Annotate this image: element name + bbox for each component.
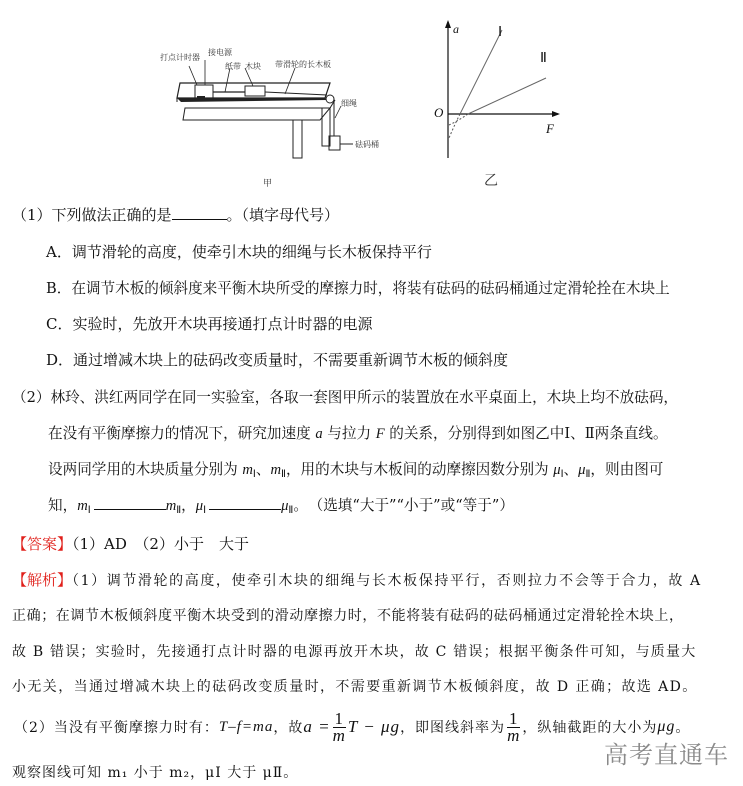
denominator: m <box>332 725 346 745</box>
equation-mug: μg <box>657 718 676 735</box>
option-letter: B． <box>46 280 72 297</box>
equation-newton: T–f=ma <box>218 718 274 735</box>
option-letter: D． <box>46 351 74 369</box>
analysis-line-3: 故 B 错误；实验时，先接通打点计时器的电源再放开木块，故 C 错误；根据平衡条件可知，与质量大 <box>12 644 697 660</box>
analysis-tag: 【解析】 <box>12 571 73 589</box>
analysis-text: ，纵轴截距的大小为 <box>522 720 658 736</box>
analysis-line-4: 小无关，当通过增减木块上的砝码改变质量时，不需要重新调节木板倾斜度，故 D 正确；故选 AD。 <box>12 679 698 695</box>
option-letter: A． <box>46 243 72 261</box>
analysis-text: （1）调节滑轮的高度，使牵引木块的细绳与长木板保持平行，否则拉力不会等于合力，故 A <box>72 573 702 589</box>
sub: Ⅰ <box>203 505 207 516</box>
sub: Ⅱ <box>585 469 591 480</box>
sub: Ⅰ <box>87 505 91 516</box>
figure-yi-caption: 乙 <box>484 173 498 189</box>
label-power: 接电源 <box>208 48 232 57</box>
origin-label: O <box>434 105 444 120</box>
analysis-line-5 <box>14 704 690 750</box>
x-axis-label: F <box>546 121 554 136</box>
line-II-label: Ⅱ <box>540 51 547 66</box>
answer-tag: 【答案】 <box>12 535 73 553</box>
q1-stem-text: （1）下列做法正确的是 <box>12 206 172 224</box>
q2-text: ，用的木块与木板间的动摩擦因数分别为 <box>285 461 554 478</box>
var-m: m <box>242 462 253 478</box>
option-text: 实验时，先放开木块再接通打点计时器的电源 <box>72 315 373 333</box>
question-2-line-1: （2）林玲、洪红两同学在同一实验室，各取一套图甲所示的装置放在水平桌面上，木块上均不放砝码， <box>12 389 679 406</box>
var-mu: μ <box>553 462 561 478</box>
option-text: 调节滑轮的高度，使牵引木块的细绳与长木板保持平行 <box>71 243 432 261</box>
option-text: 通过增减木块上的砝码改变质量时，不需要重新调节木板的倾斜度 <box>73 351 509 369</box>
denominator: m <box>507 725 521 745</box>
label-bucket: 砝码桶 <box>355 140 379 149</box>
var-mu: μ <box>578 462 586 478</box>
equation-T-mug: T − μg <box>347 717 401 736</box>
q1-stem-suffix: 。（填字母代号） <box>226 206 340 224</box>
period: 。 <box>293 497 308 514</box>
question-2-line-3 <box>48 459 663 486</box>
answer-line <box>12 533 249 554</box>
fraction-slope <box>507 708 521 745</box>
sep: 、 <box>563 461 579 478</box>
figure-graph <box>430 18 570 188</box>
sub: Ⅰ <box>252 469 256 480</box>
var-F: F <box>375 426 385 442</box>
sub: Ⅱ <box>288 505 294 516</box>
question-2-line-2 <box>48 423 668 445</box>
option-a <box>46 241 432 262</box>
analysis-line-1 <box>12 569 702 590</box>
q2-text: ，则由图可 <box>590 461 664 478</box>
numerator: 1 <box>334 708 345 728</box>
label-board: 带滑轮的长木板 <box>275 60 331 69</box>
var-m: m <box>165 498 177 514</box>
option-b <box>46 277 670 298</box>
var-a: a <box>315 426 323 442</box>
period: 。 <box>675 720 691 736</box>
friction-compare-blank <box>209 495 281 510</box>
question-1-stem <box>12 204 339 226</box>
watermark: 高考直通车 <box>604 741 729 769</box>
label-timer: 打点计时器 <box>160 53 200 62</box>
analysis-text: ，即图线斜率为 <box>400 720 506 736</box>
var-mu: μ <box>195 498 204 514</box>
analysis-text: （2）当没有平衡摩擦力时有： <box>14 720 219 736</box>
answer-text: （1）AD （2）小于 大于 <box>72 535 249 553</box>
label-string: 细绳 <box>341 99 357 108</box>
analysis-line-2: 正确；在调节木板倾斜度平衡木块受到的滑动摩擦力时，不能将装有砝码的砝码桶通过定滑轮拴木块上， <box>12 608 684 624</box>
question-2-line-4 <box>48 495 514 522</box>
q2-text: 在没有平衡摩擦力的情况下，研究加速度 <box>48 425 316 442</box>
sub: Ⅱ <box>281 469 286 480</box>
y-axis-label: a <box>453 22 459 36</box>
sub: Ⅰ <box>560 469 564 480</box>
option-letter: C． <box>46 315 73 333</box>
option-text: 在调节木板的倾斜度来平衡木块所受的摩擦力时，将装有砝码的砝码桶通过定滑轮拴在木块上 <box>71 280 670 297</box>
var-m: m <box>270 462 282 478</box>
q2-text: 设两同学用的木块质量分别为 <box>48 461 243 478</box>
numerator: 1 <box>508 708 519 728</box>
var-m: m <box>77 498 88 514</box>
label-tape: 纸带 <box>225 62 241 71</box>
choice-hint: （选填“大于”“小于”或“等于”） <box>315 497 514 514</box>
q2-text: 知， <box>48 497 78 514</box>
sub: Ⅱ <box>176 505 182 516</box>
figure-apparatus <box>160 38 385 193</box>
var-mu: μ <box>281 498 289 514</box>
figure-jia-caption: 甲 <box>263 179 273 189</box>
analysis-text: ，故 <box>273 720 304 736</box>
analysis-line-6: 观察图线可知 m₁ 小于 m₂，μⅠ 大于 μⅡ。 <box>12 765 299 781</box>
fraction-1-over-m <box>332 708 346 745</box>
comma: ， <box>181 497 196 514</box>
mass-compare-blank <box>94 495 166 510</box>
equation-a: a = <box>303 717 331 736</box>
q2-text: 与拉力 <box>322 425 376 442</box>
line-I-label: Ⅰ <box>498 25 503 40</box>
q1-answer-blank <box>172 205 227 220</box>
q2-text: 的关系，分别得到如图乙中Ⅰ、Ⅱ两条直线。 <box>384 425 668 442</box>
label-block: 木块 <box>245 62 261 71</box>
option-c <box>46 313 373 334</box>
option-d <box>46 349 508 370</box>
sep: 、 <box>255 461 271 478</box>
